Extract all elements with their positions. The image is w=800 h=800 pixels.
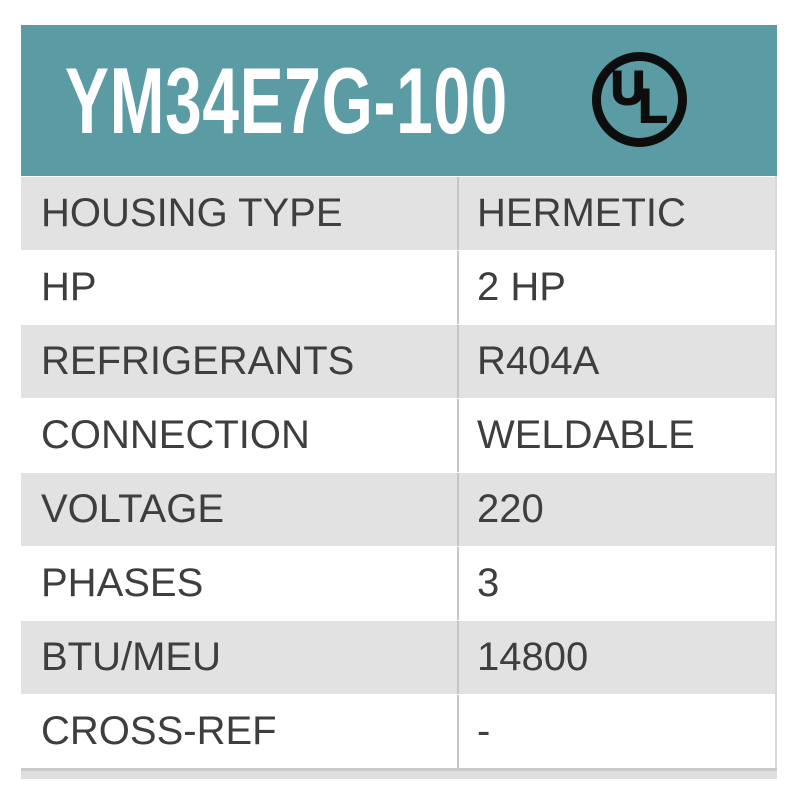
product-spec-card <box>21 25 777 779</box>
spec-value: WELDABLE <box>457 399 775 472</box>
spec-value: R404A <box>457 325 775 398</box>
spec-label: BTU/MEU <box>41 635 221 679</box>
spec-label: HP <box>41 265 97 309</box>
card-header <box>21 25 777 176</box>
spec-label: REFRIGERANTS <box>41 339 355 383</box>
spec-value: HERMETIC <box>457 177 775 250</box>
spec-row-hp <box>21 250 775 324</box>
spec-row-refrigerants <box>21 324 775 398</box>
spec-label: PHASES <box>41 561 204 605</box>
spec-row-voltage <box>21 472 775 546</box>
spec-row-connection <box>21 398 775 472</box>
spec-table <box>21 176 777 768</box>
spec-label: VOLTAGE <box>41 487 225 531</box>
ul-letter-u: U <box>611 61 645 114</box>
product-model-title: YM34E7G-100 <box>65 47 508 153</box>
spec-row-cross-ref <box>21 694 775 768</box>
spec-value: 3 <box>457 547 775 620</box>
spec-value: 2 HP <box>457 251 775 324</box>
spec-row-btu-meu <box>21 620 775 694</box>
ul-certification-icon <box>591 51 688 148</box>
spec-row-phases <box>21 546 775 620</box>
spec-value: - <box>457 695 775 768</box>
spec-value: 220 <box>457 473 775 546</box>
next-row-cutoff-strip <box>21 768 777 779</box>
spec-value: 14800 <box>457 621 775 694</box>
spec-label: CONNECTION <box>41 413 310 457</box>
spec-label: HOUSING TYPE <box>41 191 343 235</box>
ul-letter-l: L <box>638 79 668 132</box>
spec-row-housing-type <box>21 176 775 250</box>
spec-label: CROSS-REF <box>41 709 277 753</box>
